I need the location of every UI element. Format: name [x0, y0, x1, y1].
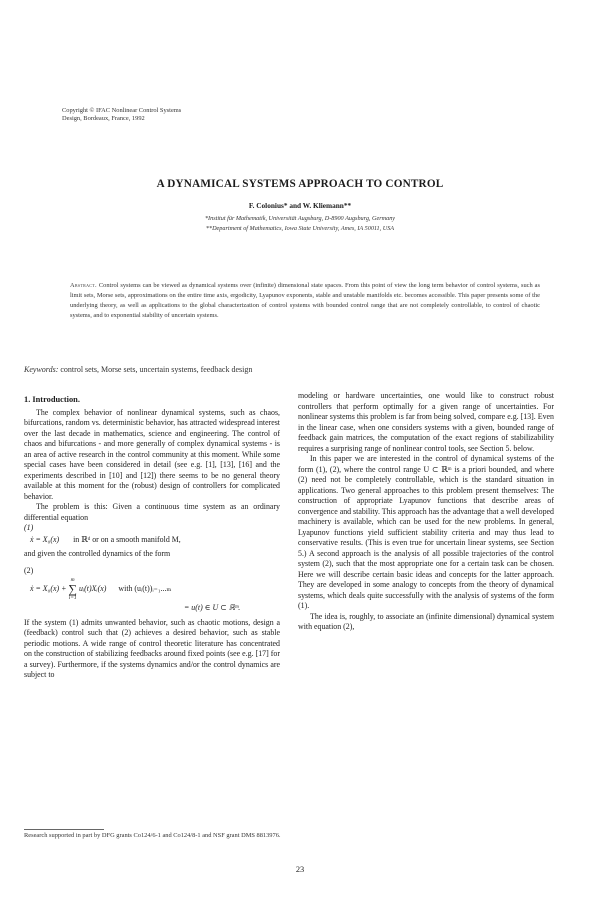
- paper-authors: F. Colonius* and W. Kliemann**: [248, 201, 352, 210]
- equation-2: [24, 577, 280, 602]
- affiliation-2: **Department of Mathematics, Iowa State University, Ames, IA 50011, USA: [205, 225, 395, 232]
- paper-title: A DYNAMICAL SYSTEMS APPROACH TO CONTROL: [156, 178, 444, 190]
- equation-1-lhs: ẋ = X₀(x): [30, 534, 60, 544]
- right-column: [298, 391, 554, 633]
- abstract: [70, 281, 540, 321]
- copyright-line-1: Copyright © IFAC Nonlinear Control Systems: [62, 107, 182, 114]
- equation-2-lhs: ẋ = X₀(x) +: [30, 584, 67, 594]
- right-paragraph-2: In this paper we are interested in the control of dynamical systems of the form (1), (2), where the control range U ⊂ ℝᵐ is a priori bounded, and where (2) need not be completely controllable, which is the standard situation in applications. Two general approaches to this problem present themselves: The construction of appropriate Lyapunov functions that describe areas of convergence and stability. This approach has the advantage that a well developed machinery is available, which can be used for the new problems. In general, Lyapunov functions yield sufficient stability criteria and may thus lead to conservative results. (This is even true for uncertain linear systems, see Section 5.) A second approach is the analysis of all possible trajectories of the control system (2), such that the most appropriate one for a certain task can be chosen. Here we will describe certain basic ideas and concepts for the latter approach. They are developed in some analogy to concepts from the theory of dynamical systems, which deals quite successfully with the analysis of systems of the form (1).: [298, 454, 554, 610]
- equation-2-term: uᵢ(t)Xᵢ(x): [78, 584, 107, 594]
- affiliation-1: *Institut für Mathematik, Universität Augsburg, D-8900 Augsburg, Germany: [204, 215, 396, 222]
- copyright-line-2: Design, Bordeaux, France, 1992: [62, 115, 145, 122]
- page-number: 23: [295, 865, 305, 874]
- abstract-label: Abstract.: [70, 282, 97, 289]
- equation-2-with: with (uᵢ(t))ᵢ₌₁...ₘ: [118, 584, 172, 594]
- summation-symbol: [68, 577, 77, 602]
- footnote-rule: [24, 829, 104, 830]
- left-paragraph-4: If the system (1) admits unwanted behavior, such as chaotic motions, design a (feedback) control such that (2) achieves a desired behavior, such as stable periodic motions. A wide range of control theoretic literature has concentrated on the construction of stabilizing feedbacks around fixed points (see e.g. [17] for a survey). Furthermore, if the systems dynamics and/or the control dynamics are subject to: [24, 617, 280, 679]
- keywords: [24, 365, 564, 374]
- equation-2-rhs: = u(t) ∈ U ⊂ ℝᵐ.: [184, 603, 241, 612]
- equation-1-rhs: in ℝᵈ or on a smooth manifold M,: [73, 534, 181, 544]
- sigma-glyph: ∑: [68, 582, 77, 596]
- right-paragraph-3: The idea is, roughly, to associate an (infinite dimensional) dynamical system with equation (2),: [298, 611, 554, 631]
- equation-1: [24, 535, 280, 546]
- copyright-notice: [62, 107, 362, 123]
- summation-upper: m: [70, 577, 75, 583]
- summation-lower: i=1: [68, 595, 77, 601]
- equation-1-number: (1): [24, 523, 34, 532]
- left-paragraph-3: and given the controlled dynamics of the form: [24, 549, 171, 558]
- equation-2-line-2: [24, 603, 280, 614]
- footnote: Research supported in part by DFG grants Co124/6-1 and Co124/8-1 and NSF grant DMS 8813976.: [24, 832, 281, 839]
- section-heading: 1. Introduction.: [24, 395, 80, 404]
- keywords-label: Keywords:: [24, 365, 59, 374]
- keywords-text: control sets, Morse sets, uncertain systems, feedback design: [60, 365, 253, 374]
- left-paragraph-2: The problem is this: Given a continuous time system as an ordinary differential equation: [24, 502, 280, 522]
- left-paragraph-1: The complex behavior of nonlinear dynamical systems, such as chaos, bifurcations, random vs. deterministic behavior, has attracted widespread interest over the last decade in mathematics, science and engineering. The control of chaos and bifurcations - and more generally of complex dynamical systems - is an area of active research in the control community at this moment. While some special cases have been considered in detail (see e.g. [1], [13], [16] and the experiments described in [10] and [12]) there seems to be no general theory available at this moment for the (robust) design of controllers for complicated behavior.: [24, 407, 280, 501]
- equation-2-number: (2): [24, 565, 34, 575]
- right-paragraph-1: modeling or hardware uncertainties, one would like to construct robust controllers that perform optimally for a given range of uncertainties. For nonlinear systems this problem is far from being solved, compare e.g. [13]. Even in the linear case, when one considers systems with a given, bounded range of feedback gain matrices, the computation of the exact regions of stabilizability requires a surprising range of nonlinear control tools, see Section 5. below.: [298, 391, 554, 453]
- left-column: [24, 395, 280, 681]
- abstract-text: Control systems can be viewed as dynamical systems over (infinite) dimensional state spaces. From this point of view the long term behavior of control systems, such as limit sets, Morse sets, approximations on the entire time axis, ergodicity, Lyapunov exponents, stable and unstable manifolds etc. becomes accessible. This paper presents some of the underlying theory, as well as applications to the global characterization of control systems with bounded control range that are not completely controllable, to control of chaotic systems, and to exponential stability of uncertain systems.: [70, 282, 540, 319]
